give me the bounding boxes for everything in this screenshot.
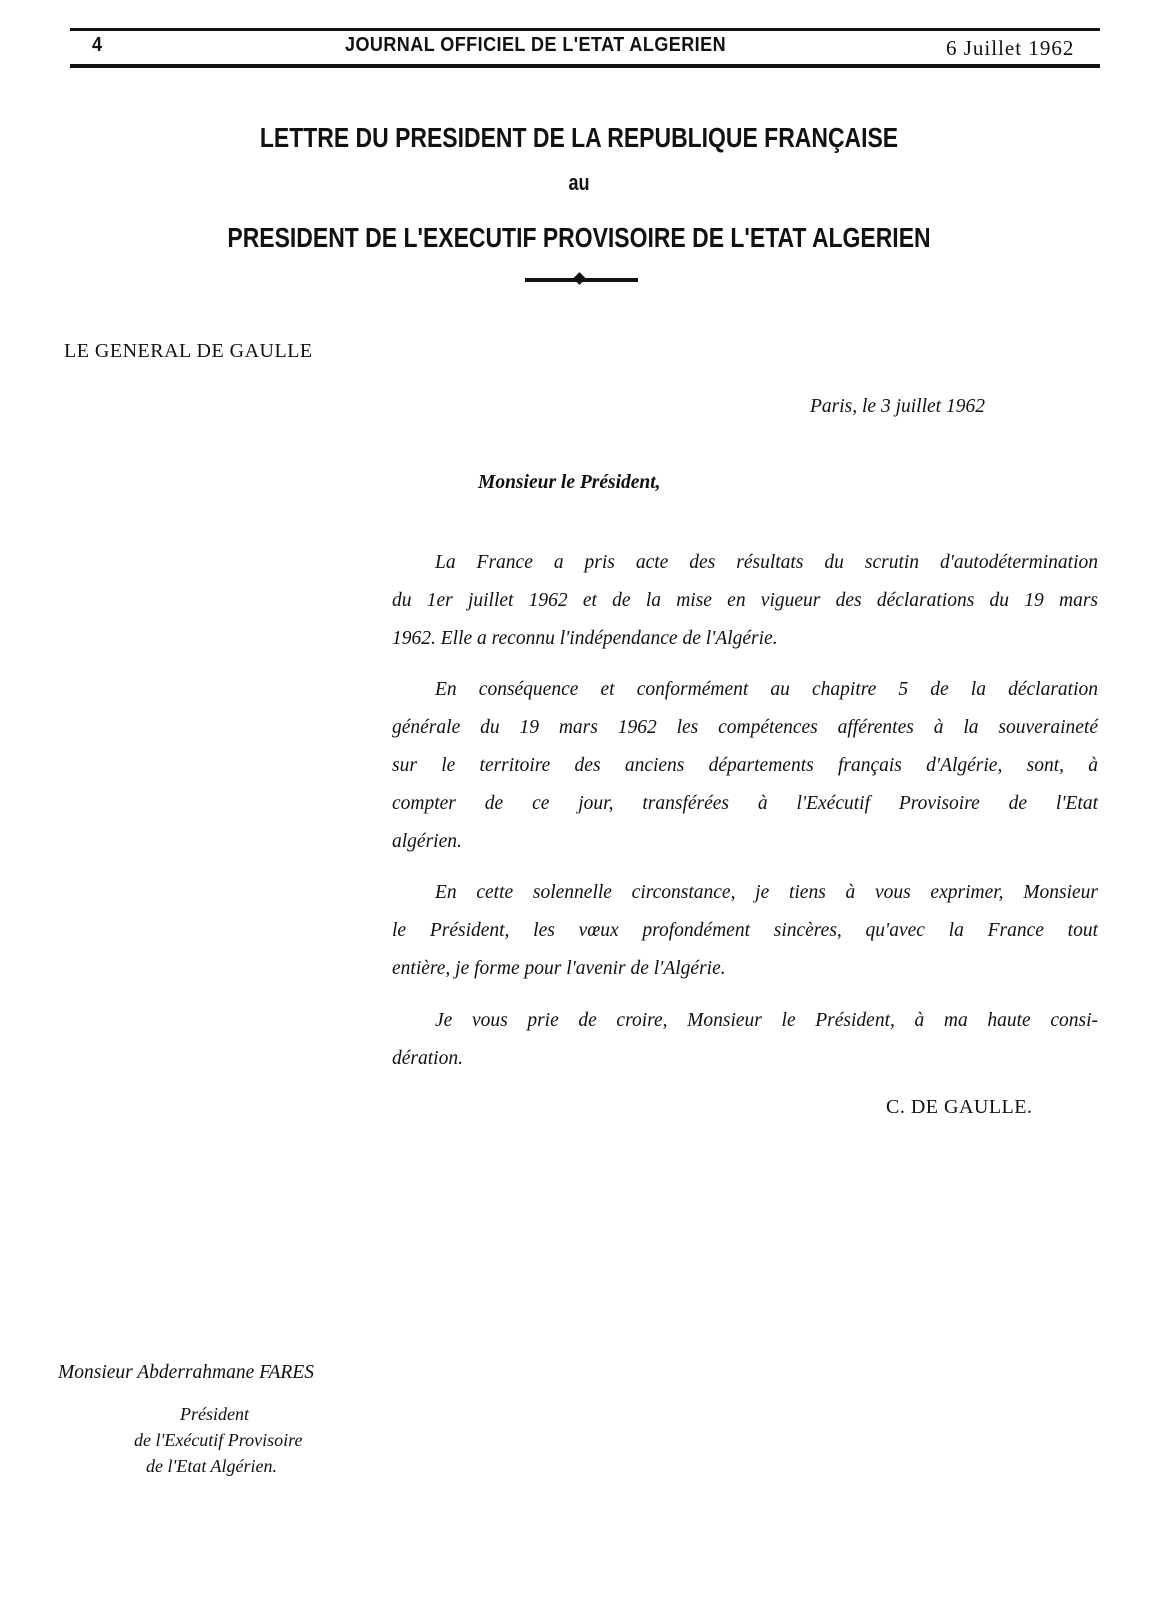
title-line-2: au bbox=[568, 170, 590, 195]
title-line-1: LETTRE DU PRESIDENT DE LA REPUBLIQUE FRANÇAISE bbox=[259, 122, 899, 153]
recipient-line-3: de l'Etat Algérien. bbox=[146, 1456, 277, 1476]
text-line: compter de ce jour, transférées à l'Exécutif Provisoire de l'Etat bbox=[392, 793, 1098, 814]
text-line: Je vous prie de croire, Monsieur le Président, à ma haute consi- bbox=[435, 1010, 1098, 1031]
recipient-line-1: Président bbox=[180, 1404, 249, 1424]
text-line: En cette solennelle circonstance, je tiens à vous exprimer, Monsieur bbox=[435, 882, 1098, 903]
header-bottom-rule bbox=[70, 64, 1100, 68]
paragraph-3 bbox=[392, 878, 1098, 992]
text-line: entière, je forme pour l'avenir de l'Algérie. bbox=[392, 958, 726, 979]
place-date: Paris, le 3 juillet 1962 bbox=[810, 396, 985, 417]
text-line: dération. bbox=[392, 1048, 463, 1069]
salutation: Monsieur le Président, bbox=[478, 472, 661, 493]
text-line: algérien. bbox=[392, 831, 462, 852]
signature: C. DE GAULLE. bbox=[886, 1096, 1033, 1118]
text-line: du 1er juillet 1962 et de la mise en vigueur des déclarations du 19 mars bbox=[392, 590, 1098, 611]
recipient-name: Monsieur Abderrahmane FARES bbox=[58, 1362, 315, 1383]
text-line: En conséquence et conformément au chapitre 5 de la déclaration bbox=[435, 679, 1098, 700]
recipient-line-2: de l'Exécutif Provisoire bbox=[134, 1430, 303, 1450]
divider-ornament bbox=[525, 278, 638, 282]
text-line: 1962. Elle a reconnu l'indépendance de l'Algérie. bbox=[392, 628, 778, 649]
paragraph-4 bbox=[392, 1006, 1098, 1082]
title-line-3: PRESIDENT DE L'EXECUTIF PROVISOIRE DE L'ETAT ALGERIEN bbox=[227, 222, 931, 253]
text-line: La France a pris acte des résultats du scrutin d'autodétermination bbox=[435, 552, 1098, 573]
sender: LE GENERAL DE GAULLE bbox=[64, 340, 313, 362]
text-line: le Président, les vœux profondément sincères, qu'avec la France tout bbox=[392, 920, 1098, 941]
paragraph-2 bbox=[392, 675, 1098, 865]
paragraph-1 bbox=[392, 548, 1098, 662]
header-top-rule bbox=[70, 28, 1100, 31]
issue-date: 6 Juillet 1962 bbox=[946, 36, 1075, 60]
journal-title: JOURNAL OFFICIEL DE L'ETAT ALGERIEN bbox=[345, 34, 727, 56]
text-line: générale du 19 mars 1962 les compétences afférentes à la souveraineté bbox=[392, 717, 1098, 738]
text-line: sur le territoire des anciens départements français d'Algérie, sont, à bbox=[392, 755, 1098, 776]
page-number: 4 bbox=[92, 34, 103, 56]
